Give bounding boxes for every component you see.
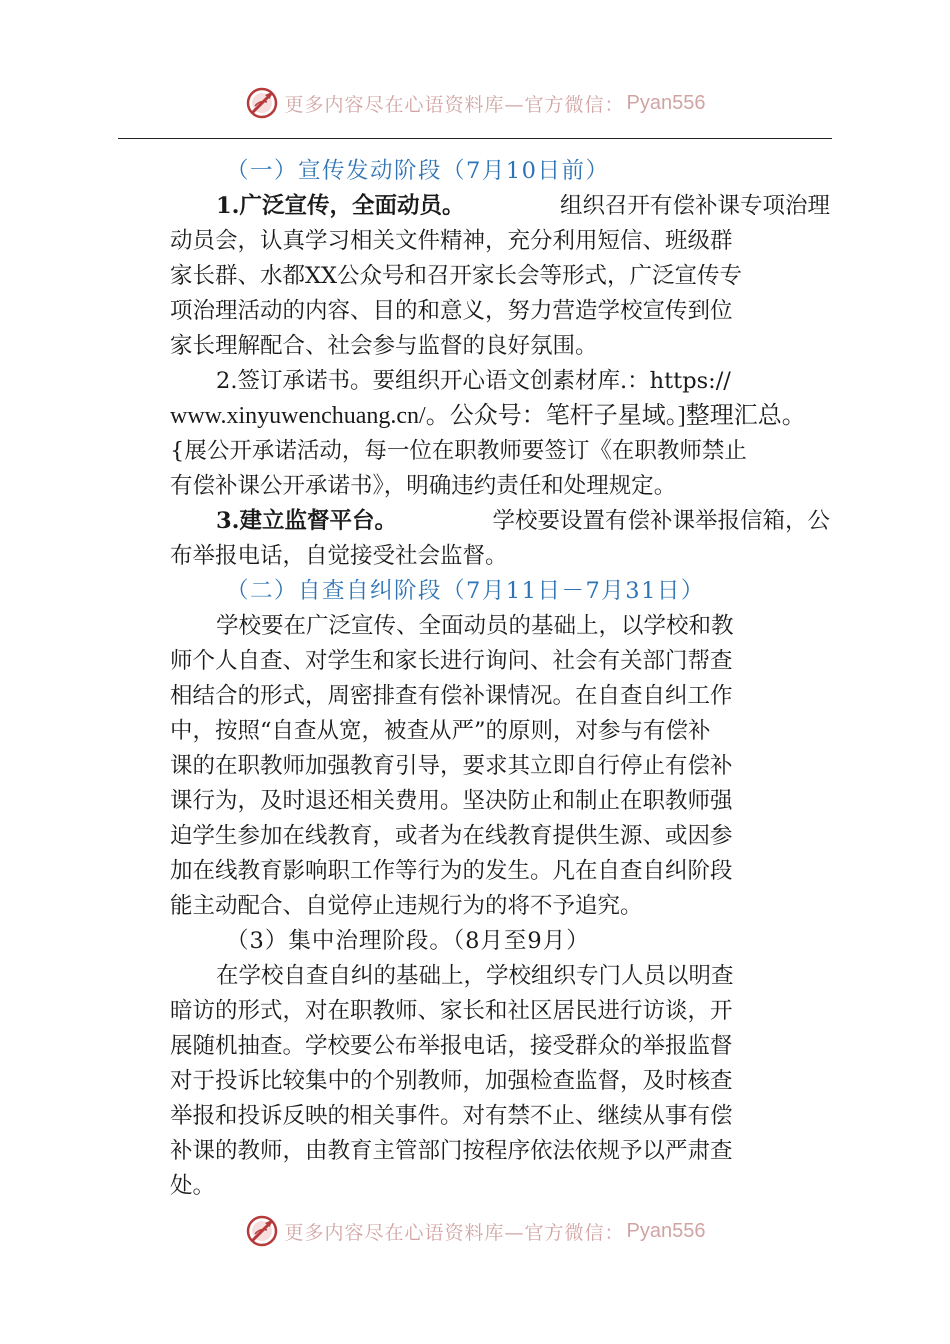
- section-heading: （3）集中治理阶段。（8月至9月）: [226, 928, 590, 954]
- paragraph-line: 学校要在广泛宣传、全面动员的基础上，以学校和教: [216, 613, 734, 639]
- paragraph-line: 处。: [170, 1173, 216, 1199]
- paragraph-line: 能主动配合、自觉停止违规行为的将不予追究。: [170, 893, 643, 919]
- paragraph-line: 2.签订承诺书。要组织开心语文创素材库.：https://: [216, 368, 731, 394]
- item-lead: 1.广泛宣传，全面动员。: [216, 193, 465, 219]
- paragraph-line: 补课的教师，由教育主管部门按程序依法依规予以严肃查: [170, 1138, 733, 1164]
- paragraph-line: 项治理活动的内容、目的和意义，努力营造学校宣传到位: [170, 298, 733, 324]
- paragraph-line: 动员会，认真学习相关文件精神，充分利用短信、班级群: [170, 228, 733, 254]
- paragraph-line: 对于投诉比较集中的个别教师，加强检查监督，及时核查: [170, 1068, 733, 1094]
- paragraph-line: 家长群、水都XX公众号和召开家长会等形式，广泛宣传专: [170, 263, 743, 289]
- paragraph-line: 展随机抽查。学校要公布举报电话，接受群众的举报监督: [170, 1033, 733, 1059]
- paragraph-line: 迫学生参加在线教育，或者为在线教育提供生源、或因参: [170, 823, 733, 849]
- paragraph-line: {展公开承诺活动，每一位在职教师要签订《在职教师禁止: [170, 438, 747, 464]
- paragraph-line: 相结合的形式，周密排查有偿补课情况。在自查自纠工作: [170, 683, 733, 709]
- paragraph-line: 布举报电话，自觉接受社会监督。: [170, 543, 508, 569]
- banner-text: 更多内容尽在心语资料库—官方微信：: [284, 93, 625, 116]
- banner-wechat-id: Pyan556: [626, 1219, 706, 1242]
- paragraph-line: [170, 189, 830, 224]
- paragraph-line: 有偿补课公开承诺书》，明确违约责任和处理规定。: [170, 473, 677, 499]
- banner-wechat-id: Pyan556: [626, 91, 706, 114]
- paragraph-line: [170, 504, 830, 539]
- footer-banner: [0, 1211, 950, 1251]
- paragraph-line: www.xinyuwenchuang.cn/。公众号：笔杆子星域。]整理汇总。: [170, 403, 806, 429]
- header-divider: [118, 138, 832, 139]
- item-text: 学校要设置有偿补课举报信箱，公: [492, 508, 830, 534]
- document-body: [170, 154, 830, 1204]
- seal-logo-icon: [245, 1214, 279, 1248]
- banner-text: 更多内容尽在心语资料库—官方微信：: [284, 1221, 625, 1244]
- section-heading: （二）自查自纠阶段（7月11日－7月31日）: [226, 578, 705, 604]
- paragraph-line: 家长理解配合、社会参与监督的良好氛围。: [170, 333, 598, 359]
- section-heading: （一）宣传发动阶段（7月10日前）: [226, 158, 610, 184]
- paragraph-line: 在学校自查自纠的基础上，学校组织专门人员以明查: [216, 963, 734, 989]
- item-text: 组织召开有偿补课专项治理: [559, 193, 830, 219]
- paragraph-line: 课的在职教师加强教育引导，要求其立即自行停止有偿补: [170, 753, 733, 779]
- item-lead: 3.建立监督平台。: [216, 508, 397, 534]
- paragraph-line: 中，按照“自查从宽，被查从严”的原则，对参与有偿补: [170, 718, 711, 744]
- paragraph-line: 暗访的形式，对在职教师、家长和社区居民进行访谈，开: [170, 998, 733, 1024]
- paragraph-line: 师个人自查、对学生和家长进行询问、社会有关部门帮查: [170, 648, 733, 674]
- paragraph-line: 课行为，及时退还相关费用。坚决防止和制止在职教师强: [170, 788, 733, 814]
- seal-logo-icon: [245, 86, 279, 120]
- paragraph-line: 加在线教育影响职工作等行为的发生。凡在自查自纠阶段: [170, 858, 733, 884]
- paragraph-line: 举报和投诉反映的相关事件。对有禁不止、继续从事有偿: [170, 1103, 733, 1129]
- header-banner: [0, 83, 950, 123]
